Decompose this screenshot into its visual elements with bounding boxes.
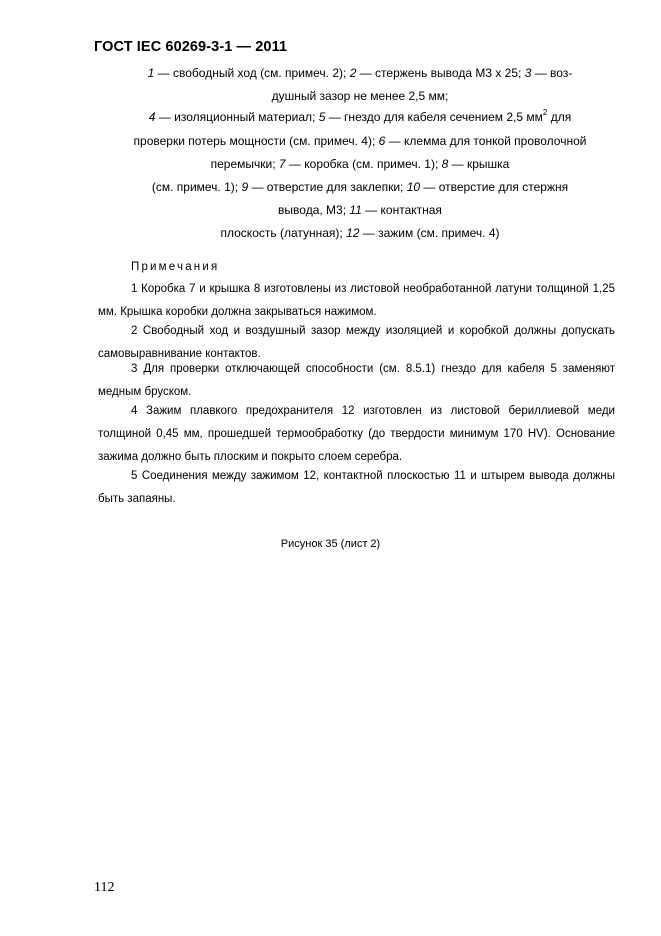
legend-text: — контактная (361, 203, 442, 217)
legend-number: 11 (349, 203, 362, 217)
legend-number: 4 (148, 110, 156, 124)
legend-number: 1 (147, 66, 155, 80)
page-number: 112 (94, 880, 115, 895)
legend-text: — свободный ход (см. примеч. 2); (154, 66, 350, 80)
legend-line (60, 180, 660, 194)
legend-text: — изоляционный материал; (155, 110, 319, 124)
legend-text: плоскость (латунная); (220, 226, 347, 240)
legend-number: 8 (441, 157, 449, 171)
legend-number: 9 (241, 180, 249, 194)
legend-number: 3 (524, 66, 532, 80)
legend-line (60, 134, 660, 148)
legend-text: для (547, 110, 572, 124)
legend-line (60, 226, 660, 240)
legend-number: 2 (349, 66, 357, 80)
legend-text: проверки потерь мощности (см. примеч. 4); (133, 134, 379, 148)
note-item: 1 Коробка 7 и крышка 8 изготовлены из листовой необработанной латуни толщиной 1,25 мм. Крышка коробки должна закрываться нажимом. (98, 283, 615, 318)
legend-text: — клемма для тонкой проволочной (385, 134, 587, 148)
legend-text: вывода, М3; (278, 203, 350, 217)
legend-text: — воз- (531, 66, 573, 80)
legend-line (60, 110, 660, 124)
figure-caption: Рисунок 35 (лист 2) (280, 538, 381, 550)
legend-line (60, 157, 660, 171)
note-item: 5 Соединения между зажимом 12, контактной плоскостью 11 и штырем вывода должны быть запаяны. (98, 470, 615, 505)
legend-text: — гнездо для кабеля сечением 2,5 мм (325, 110, 543, 124)
note-item: 4 Зажим плавкого предохранителя 12 изготовлен из листовой бериллиевой меди толщиной 0,45 мм, прошедшей термообработку (до твердости минимум 170 HV). Основание зажима должно быть плоским и покрыто слоем серебра. (98, 405, 615, 463)
legend-text: — стержень вывода М3 х 25; (356, 66, 525, 80)
legend-number: 6 (378, 134, 386, 148)
legend-number: 7 (278, 157, 286, 171)
document-header: ГОСТ IEC 60269-3-1 — 2011 (94, 39, 288, 55)
legend-number: 5 (318, 110, 326, 124)
legend-line (60, 203, 660, 217)
legend-text: (см. примеч. 1); (151, 180, 242, 194)
legend-text: перемычки; (210, 157, 279, 171)
legend-line (60, 66, 660, 80)
note-item: 3 Для проверки отключающей способности (см. 8.5.1) гнездо для кабеля 5 заменяют медным бруском. (98, 363, 615, 398)
legend-text: — коробка (см. примеч. 1); (285, 157, 442, 171)
legend-text: — отверстие для стержня (420, 180, 569, 194)
legend-number: 10 (406, 180, 421, 194)
legend-text: — зажим (см. примеч. 4) (359, 226, 500, 240)
legend-text: — отверстие для заклепки; (248, 180, 407, 194)
superscript: 2 (542, 108, 548, 117)
legend-number: 12 (346, 226, 360, 240)
legend-text: — крышка (448, 157, 510, 171)
notes-heading: Примечания (131, 261, 220, 273)
legend-text: душный зазор не менее 2,5 мм; (271, 89, 449, 103)
legend-line (60, 89, 660, 103)
note-item: 2 Свободный ход и воздушный зазор между изоляцией и коробкой должны допускать самовыравнивание контактов. (98, 325, 615, 360)
